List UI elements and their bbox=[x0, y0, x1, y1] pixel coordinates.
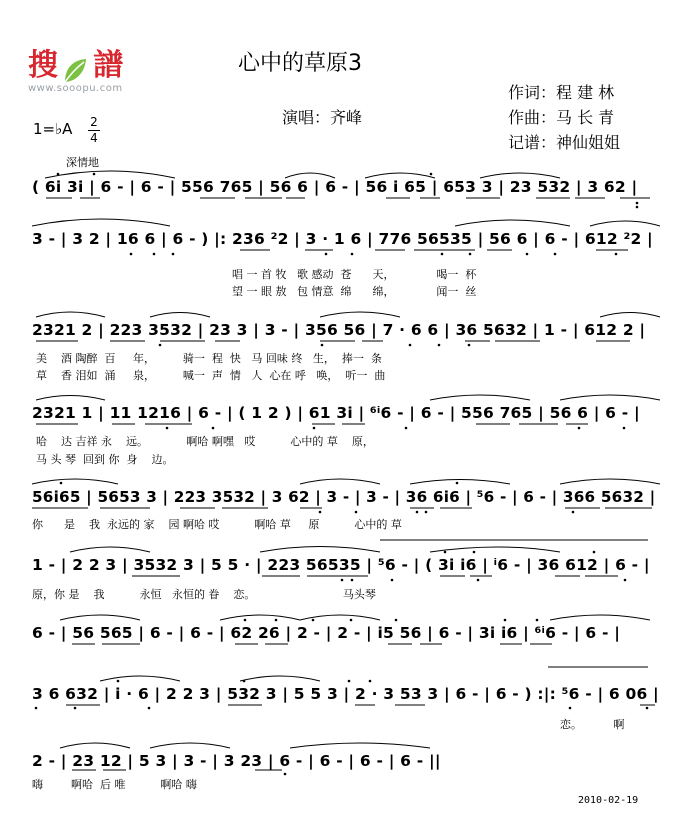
lyric-line: 哈 达 吉祥 永 远。 啊哈 啊嘿 哎 心中的 草 原， bbox=[36, 435, 374, 448]
tempo-mark: 深情地 bbox=[66, 156, 99, 169]
lyric-line: 草 香 泪如 涌 泉， 喊一 声 情 人 心在 呼 唤， 听一 曲 bbox=[36, 369, 386, 382]
time-bottom: 4 bbox=[90, 131, 98, 145]
logo-text-a: 搜 bbox=[28, 48, 57, 83]
score-row: 1 - | 2 2 3 | 3532 3 | 5 5 · | 223 56535 | ⁵6 - | ( 3i i6 | ⁱ6 - | 36 612 | 6 - | bbox=[32, 556, 650, 574]
time-signature bbox=[88, 116, 100, 145]
score-row: 2321 1 | 11 1216 | 6 - | ( 1 2 ) | 61 3i | ⁶ⁱ6 - | 6 - | 556 765 | 56 6 | 6 - | bbox=[32, 404, 640, 422]
site-logo[interactable] bbox=[28, 40, 123, 94]
score-row: 6 - | 56 565 | 6 - | 6 - | 62 26 | 2 - | 2 - | i5 56 | 6 - | 3i i6 | ⁶ⁱ6 - | 6 - | bbox=[32, 624, 621, 642]
logo-url: www.sooopu.com bbox=[28, 82, 123, 94]
composer-credit: 作曲：马 长 青 bbox=[508, 108, 615, 127]
score-row: 3 6 632 | i · 6 | 2 2 3 | 532 3 | 5 5 3 | 2 · 3 53 3 | 6 - | 6 - ) :|: ⁵6 - | 6 06 | bbox=[32, 685, 659, 703]
transcriber-credit: 记谱：神仙姐姐 bbox=[508, 133, 621, 152]
lyric-line: 原，你 是 我 永恒 永恒的 眷 恋。 马头琴 bbox=[32, 588, 376, 601]
singer-credit: 演唱：齐峰 bbox=[282, 108, 363, 127]
lyric-line: 美 酒 陶醉 百 年， 骑一 程 快 马 回味 终 生， 捧一 条 bbox=[36, 352, 382, 365]
time-top: 2 bbox=[90, 115, 98, 129]
transcription-date: 2010-02-19 bbox=[578, 795, 639, 806]
score-row: 56i65 | 5653 3 | 223 3532 | 3 62 | 3 - | 3 - | 36 6i6 | ⁵6 - | 6 - | 366 5632 | bbox=[32, 488, 656, 506]
lyric-line: 恋。 啊 bbox=[560, 718, 625, 731]
logo-text-b: 譜 bbox=[93, 48, 124, 83]
score-row: 3 - | 3 2 | 16 6 | 6 - ) |: 236 ²2 | 3 · 1 6 | 776 56535 | 56 6 | 6 - | 612 ²2 | bbox=[32, 230, 653, 248]
score-row: 2321 2 | 223 3532 | 23 3 | 3 - | 356 56 | 7 · 6 6 | 36 5632 | 1 - | 612 2 | bbox=[32, 321, 646, 339]
leaf-icon bbox=[62, 57, 88, 85]
key-signature: 1=♭A bbox=[33, 120, 73, 138]
song-title: 心中的草原3 bbox=[238, 51, 362, 76]
lyric-line: 马 头 琴 回到 你 身 边。 bbox=[36, 453, 174, 466]
score-row: 2 - | 23 12 | 5 3 | 3 - | 3 23 | 6 - | 6 - | 6 - | 6 - || bbox=[32, 752, 441, 770]
lyric-line: 嗨 啊哈 后 唯 啊哈 嗨 bbox=[32, 778, 197, 791]
credits-block bbox=[508, 80, 620, 155]
lyricist-credit: 作词：程 建 林 bbox=[508, 83, 615, 102]
lyric-line: 你 是 我 永远的 家 园 啊哈 哎 啊哈 草 原 心中的 草 bbox=[32, 518, 402, 531]
score-row: ( 6i 3i | 6 - | 6 - | 556 765 | 56 6 | 6 - | 56 i 65 | 653 3 | 23 532 | 3 62 | bbox=[32, 178, 638, 196]
lyric-line: 唱 一 首 牧 歌 感动 苍 天， 喝一 杯 bbox=[232, 268, 477, 281]
lyric-line: 望 一 眼 敖 包 情意 绵 绵， 闻一 丝 bbox=[232, 285, 477, 298]
